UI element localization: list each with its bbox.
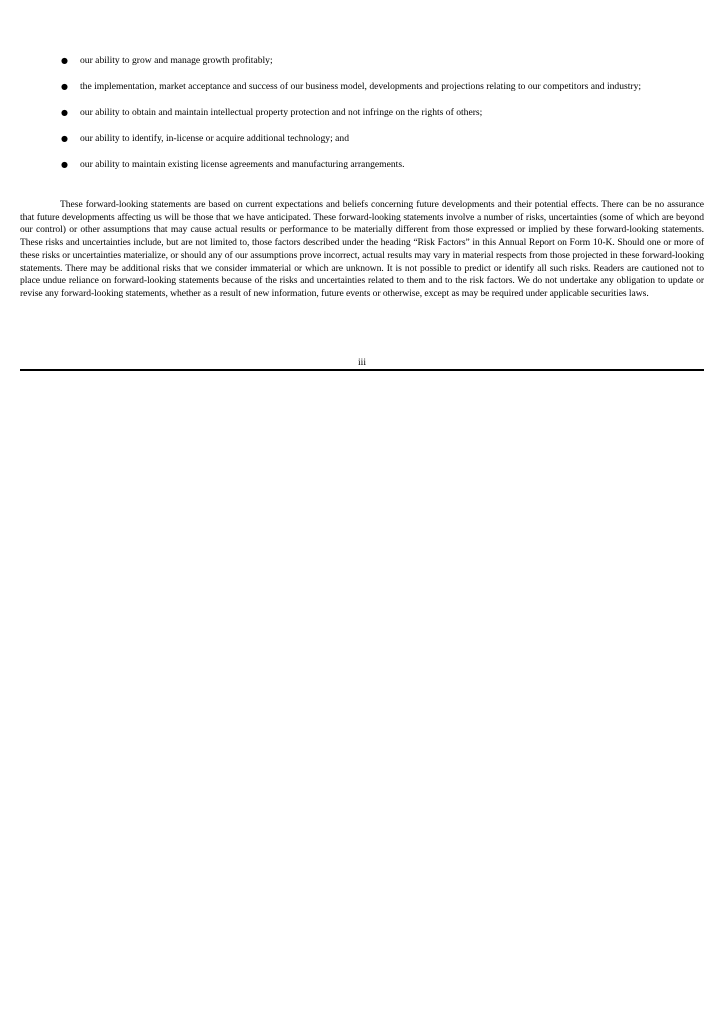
bullet-item	[0, 80, 724, 93]
bullet-dot-icon: ●	[61, 160, 68, 169]
bullet-text: our ability to obtain and maintain intellectual property protection and not infringe on the rights of others;	[80, 107, 483, 118]
bullet-dot-icon: ●	[61, 82, 68, 91]
page-number: iii	[358, 357, 366, 368]
bullet-text: the implementation, market acceptance and success of our business model, developments and projections relating to our competitors and industry;	[80, 81, 642, 92]
bullet-item	[0, 106, 724, 119]
bullet-dot-icon: ●	[61, 56, 68, 65]
bullet-text: our ability to grow and manage growth profitably;	[80, 55, 273, 66]
bullet-dot-icon: ●	[61, 108, 68, 117]
bullet-text: our ability to maintain existing license agreements and manufacturing arrangements.	[80, 159, 405, 170]
forward-looking-statements-paragraph: These forward-looking statements are based on current expectations and beliefs concerning future developments and their potential effects. There can be no assurance that future developments affecting us will be those that we have anticipated. These forward-looking statements involve a number of risks, uncertainties (some of which are beyond our control) or other assumptions that may cause actual results or performance to be materially different from those expressed or implied by these forward-looking statements. These risks and uncertainties include, but are not limited to, those factors described under the heading “Risk Factors” in this Annual Report on Form 10-K. Should one or more of these risks or uncertainties materialize, or should any of our assumptions prove incorrect, actual results may vary in material respects from those projected in these forward-looking statements. There may be additional risks that we consider immaterial or which are unknown. It is not possible to predict or identify all such risks. Readers are cautioned not to place undue reliance on forward-looking statements because of the risks and uncertainties related to them and to the risk factors. We do not undertake any obligation to update or revise any forward-looking statements, whether as a result of new information, future events or otherwise, except as may be required under applicable securities laws.	[20, 199, 704, 299]
bullet-item	[0, 158, 724, 171]
bullet-dot-icon: ●	[61, 134, 68, 143]
bullet-text: our ability to identify, in-license or acquire additional technology; and	[80, 133, 349, 144]
forward-looking-bullet-list	[0, 54, 724, 171]
page-divider-rule	[20, 369, 704, 371]
bullet-item	[0, 132, 724, 145]
bullet-item	[0, 54, 724, 67]
